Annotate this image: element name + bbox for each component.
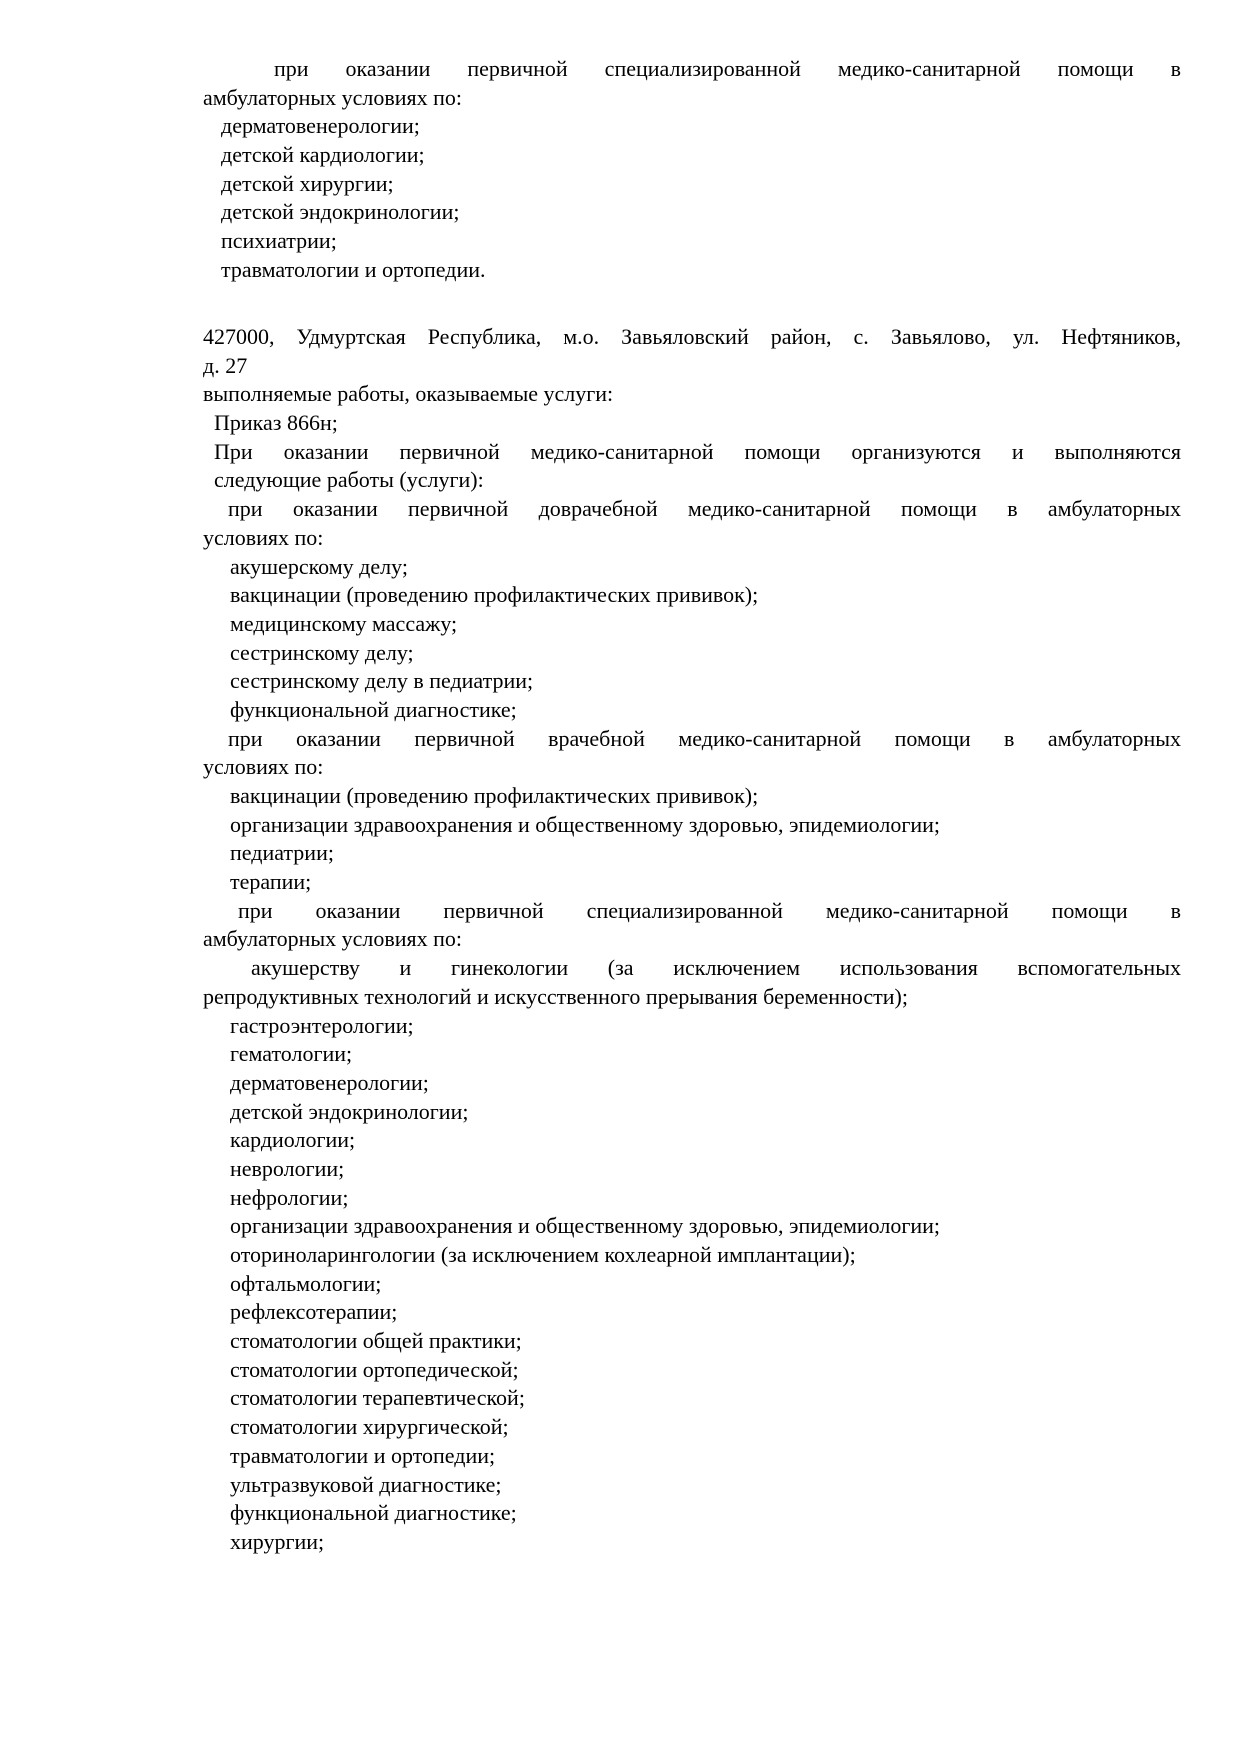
text-line: вакцинации (проведению профилактических прививок); — [230, 783, 759, 808]
text-line: организации здравоохранения и общественному здоровью, эпидемиологии; — [230, 811, 941, 837]
text-line: амбулаторных условиях по: — [203, 84, 463, 110]
text-line: терапии; — [230, 869, 312, 895]
text-line: функциональной диагностике; — [230, 1500, 517, 1526]
text-line: организации здравоохранения и общественному здоровью, эпидемиологии; — [230, 1213, 941, 1239]
text-line: при оказании первичной специализированной медико-санитарной помощи в — [238, 897, 1181, 923]
text-line: рефлексотерапии; — [230, 1299, 398, 1325]
text-line: детской эндокринологии; — [221, 199, 460, 225]
text-line: условиях по: — [203, 524, 324, 550]
text-line: акушерскому делу; — [230, 553, 408, 579]
text-line: при оказании первичной специализированной медико-санитарной помощи в — [274, 56, 1181, 81]
text-line: функциональной диагностике; — [230, 696, 517, 722]
text-line: Приказ 866н; — [214, 410, 338, 436]
text-line: оториноларингологии (за исключением кохлеарной имплантации); — [230, 1242, 856, 1267]
text-line: ультразвуковой диагностике; — [230, 1471, 502, 1497]
text-line: гематологии; — [230, 1041, 353, 1067]
text-line: стоматологии терапевтической; — [230, 1385, 525, 1411]
text-line: акушерству и гинекологии (за исключением использования вспомогательных — [251, 955, 1181, 981]
text-line: сестринскому делу; — [230, 639, 414, 665]
text-line: при оказании первичной доврачебной медико-санитарной помощи в амбулаторных — [228, 496, 1181, 522]
text-line: стоматологии хирургической; — [230, 1414, 509, 1440]
text-line: педиатрии; — [230, 840, 334, 866]
text-line: психиатрии; — [221, 228, 337, 254]
text-line: детской эндокринологии; — [230, 1098, 469, 1124]
text-line: травматологии и ортопедии. — [221, 256, 486, 282]
text-line: гастроэнтерологии; — [230, 1012, 414, 1038]
text-line: дерматовенерологии; — [221, 113, 420, 139]
text-line: медицинскому массажу; — [230, 610, 458, 636]
text-line: вакцинации (проведению профилактических прививок); — [230, 582, 759, 608]
text-line: следующие работы (услуги): — [214, 467, 484, 493]
document-text — [203, 55, 1181, 1557]
text-line: выполняемые работы, оказываемые услуги: — [203, 381, 614, 407]
text-line: дерматовенерологии; — [230, 1069, 429, 1095]
text-line: стоматологии общей практики; — [230, 1328, 522, 1354]
text-line: При оказании первичной медико-санитарной помощи организуются и выполняются — [214, 438, 1181, 464]
text-line: условиях по: — [203, 754, 324, 780]
text-line: травматологии и ортопедии; — [230, 1442, 496, 1468]
text-line: хирургии; — [230, 1528, 325, 1554]
text-line: детской кардиологии; — [221, 142, 425, 168]
text-line: детской хирургии; — [221, 170, 394, 196]
text-line: сестринскому делу в педиатрии; — [230, 668, 534, 694]
text-line: стоматологии ортопедической; — [230, 1356, 519, 1382]
text-line: офтальмологии; — [230, 1270, 382, 1296]
text-line: амбулаторных условиях по: — [203, 926, 463, 952]
text-line: кардиологии; — [230, 1127, 356, 1153]
text-line: д. 27 — [203, 352, 248, 378]
paragraph-gap — [203, 285, 1181, 324]
text-line: репродуктивных технологий и искусственного прерывания беременности); — [203, 983, 908, 1009]
text-line: неврологии; — [230, 1155, 345, 1181]
text-line: нефрологии; — [230, 1184, 349, 1210]
text-line: 427000, Удмуртская Республика, м.о. Завьяловский район, с. Завьялово, ул. Нефтяников, — [203, 324, 1181, 349]
text-line: при оказании первичной врачебной медико-санитарной помощи в амбулаторных — [228, 725, 1181, 751]
